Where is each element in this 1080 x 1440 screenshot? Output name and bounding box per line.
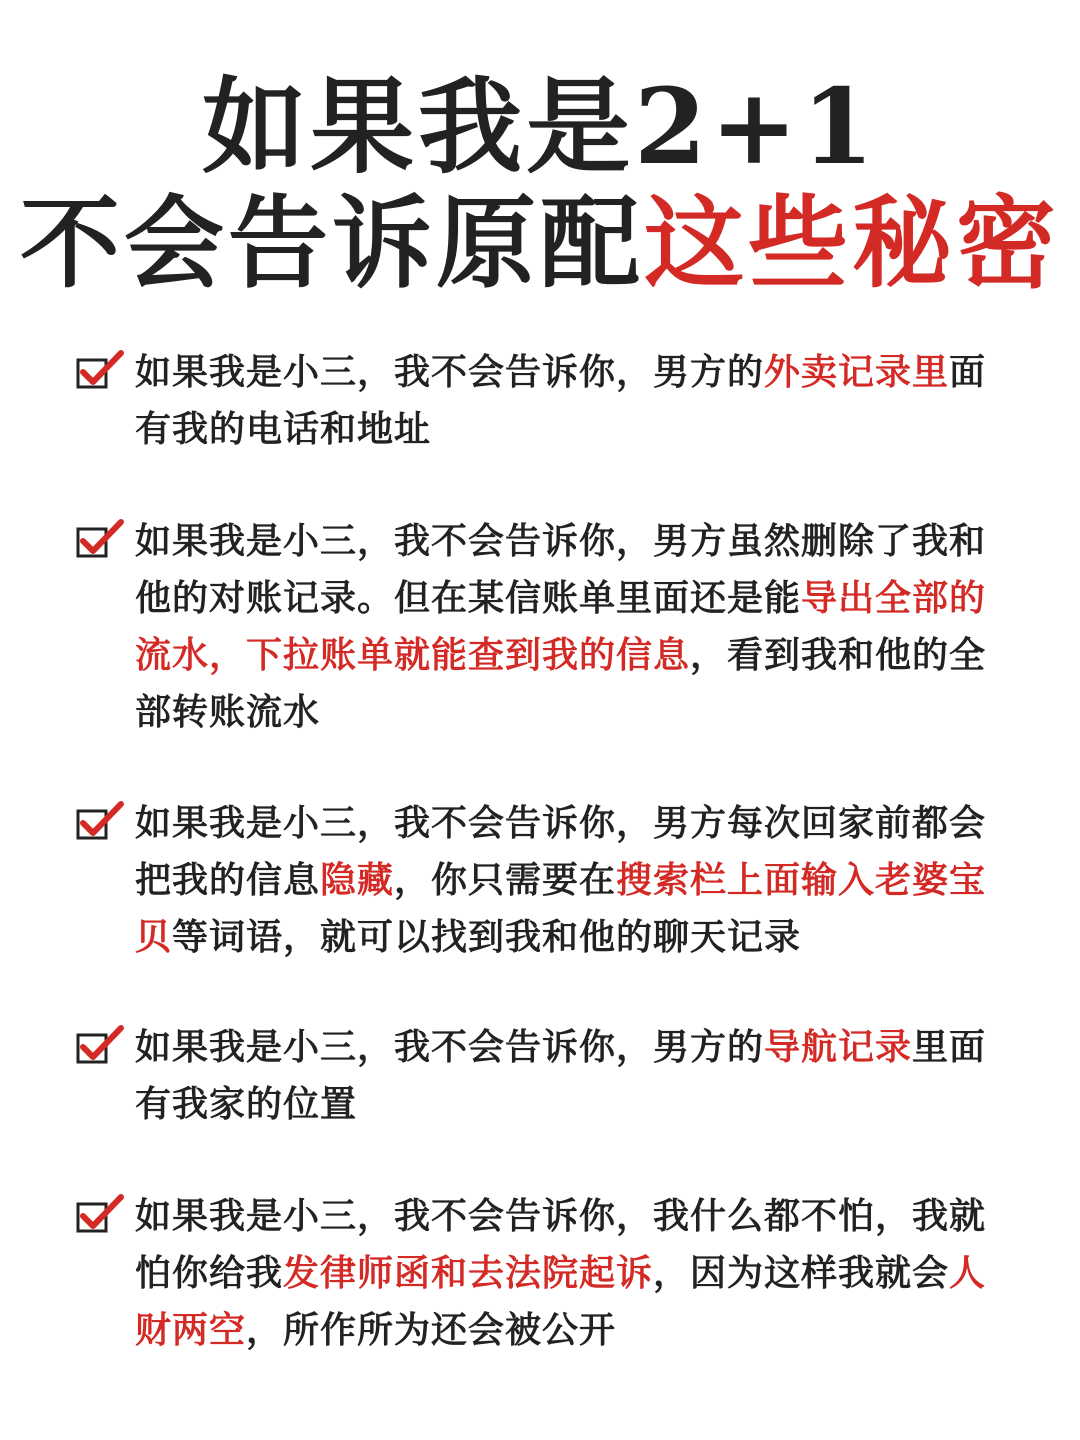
checkbox-checked-icon: [76, 801, 124, 841]
text-segment: 面有我的电话和地址: [135, 351, 987, 450]
text-segment: 如果我是小三，我不会告诉你，男方每次回家前都会把我的信息: [135, 802, 987, 901]
page-title-line-1: 如果我是2+1: [202, 65, 878, 188]
text-segment: 如果我是小三，我不会告诉你，男方的: [135, 1026, 765, 1068]
title-plain-text: 不会告诉原配: [20, 184, 644, 302]
highlight-segment: 导出全部的流水，下拉账单就能查到我的信息: [135, 577, 987, 676]
list-item: [76, 513, 1026, 741]
checkbox-checked-icon: [76, 1025, 124, 1065]
list-item-text: [135, 795, 1015, 966]
highlight-segment: 发律师函和去法院起诉: [283, 1252, 654, 1294]
list-item: [76, 344, 1026, 458]
highlight-segment: 外卖记录里: [764, 351, 950, 393]
page-title-line-2: [0, 178, 1080, 308]
list-item-text: [135, 1188, 1015, 1359]
text-segment: ，看到我和他的全部转账流水: [135, 634, 987, 733]
text-segment: 如果我是小三，我不会告诉你，我什么都不怕，我就怕你给我: [135, 1195, 987, 1294]
text-segment: ，你只需要在: [394, 859, 617, 901]
text-segment: 如果我是小三，我不会告诉你，男方虽然删除了我和他的对账记录。但在某信账单里面还是能: [135, 520, 987, 619]
list-item: [76, 795, 1026, 966]
text-segment: ，因为这样我就会: [653, 1252, 950, 1294]
text-segment: 等词语，就可以找到我和他的聊天记录: [172, 916, 802, 958]
highlight-segment: 隐藏: [320, 859, 395, 901]
title-highlight-text: 这些秘密: [644, 184, 1060, 302]
highlight-segment: 人财两空: [135, 1252, 987, 1351]
checkbox-checked-icon: [76, 1194, 124, 1234]
list-item-text: [135, 513, 1015, 741]
list-item: [76, 1019, 1026, 1133]
highlight-segment: 搜索栏上面输入老婆宝贝: [135, 859, 987, 958]
checkbox-checked-icon: [76, 350, 124, 390]
text-segment: ，所作所为还会被公开: [246, 1309, 617, 1351]
text-segment: 里面有我家的位置: [135, 1026, 987, 1125]
list-item-text: [135, 344, 1015, 458]
checkbox-checked-icon: [76, 519, 124, 559]
highlight-segment: 导航记录: [764, 1026, 913, 1068]
list-item: [76, 1188, 1026, 1359]
list-item-text: [135, 1019, 1015, 1133]
text-segment: 如果我是小三，我不会告诉你，男方的: [135, 351, 765, 393]
